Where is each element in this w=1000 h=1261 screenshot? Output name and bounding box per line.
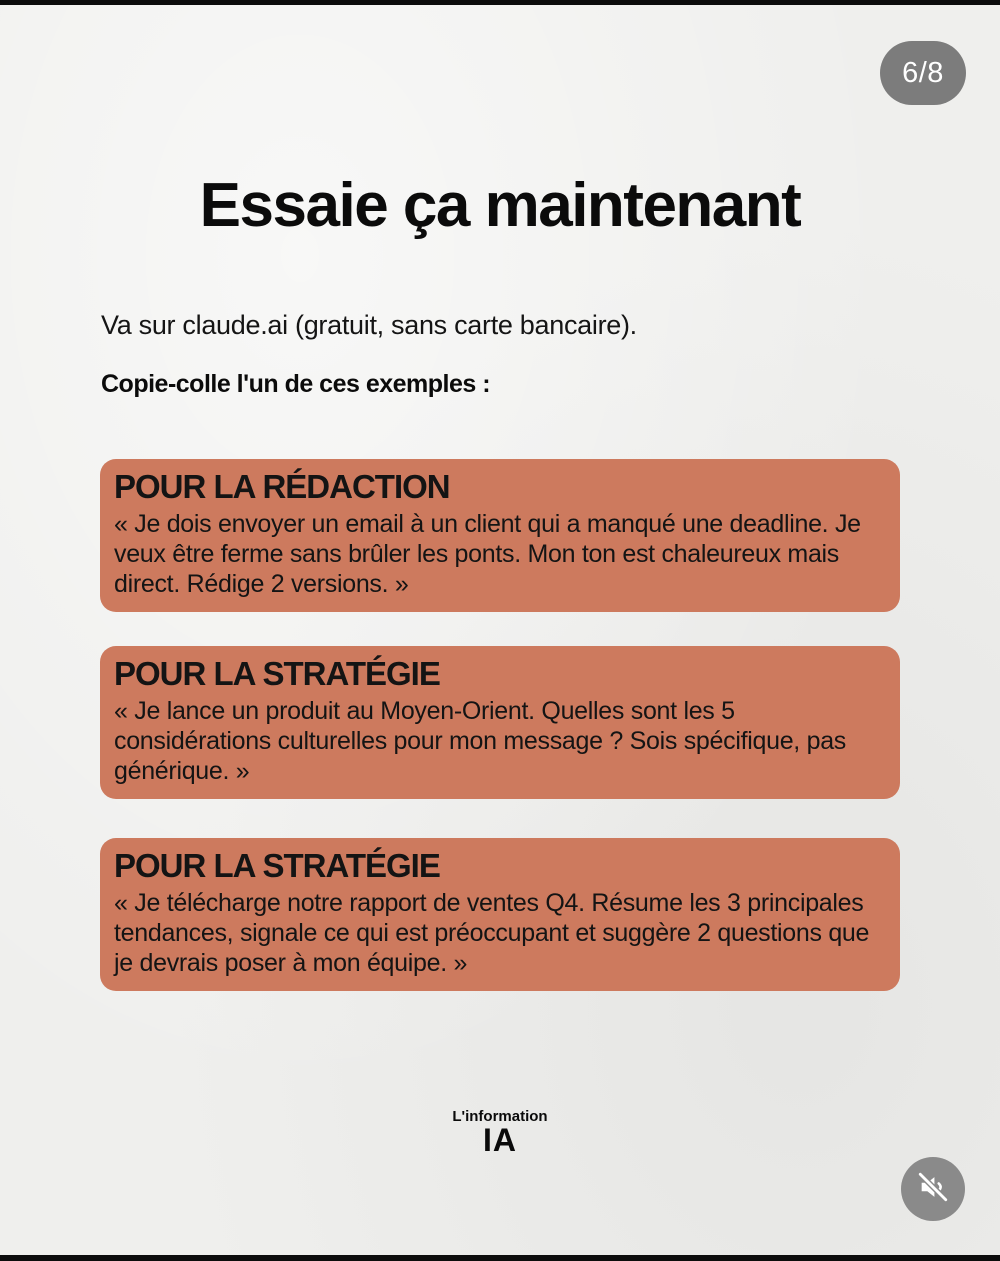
slide-counter: 6/8 — [880, 41, 966, 105]
example-card-strategie — [100, 646, 900, 799]
card-body: « Je télécharge notre rapport de ventes Q4. Résume les 3 principales tendances, signale ce qui est préoccupant et suggère 2 questions que je devrais poser à mon équipe. » — [114, 889, 870, 977]
slide-title: Essaie ça maintenant — [199, 171, 801, 240]
logo-top-text: L'information — [452, 1108, 548, 1125]
intro-text: Va sur claude.ai (gratuit, sans carte bancaire). — [101, 310, 637, 340]
bottom-bar — [0, 1255, 1000, 1261]
card-title: POUR LA RÉDACTION — [114, 468, 450, 505]
example-card-strategie-2 — [100, 838, 900, 991]
speaker-muted-icon — [916, 1170, 950, 1209]
mute-toggle-button[interactable] — [901, 1157, 965, 1221]
card-body: « Je lance un produit au Moyen-Orient. Quelles sont les 5 considérations culturelles pour mon message ? Sois spécifique, pas générique. » — [114, 697, 846, 785]
instruction-text: Copie-colle l'un de ces exemples : — [101, 370, 491, 398]
card-title: POUR LA STRATÉGIE — [114, 655, 440, 692]
card-title: POUR LA STRATÉGIE — [114, 847, 440, 884]
brand-logo — [440, 1108, 560, 1158]
example-card-redaction — [100, 459, 900, 612]
story-slide — [0, 5, 1000, 1255]
card-body: « Je dois envoyer un email à un client qui a manqué une deadline. Je veux être ferme sans brûler les ponts. Mon ton est chaleureux mais direct. Rédige 2 versions. » — [114, 510, 861, 598]
logo-main-text: IA — [483, 1122, 517, 1158]
